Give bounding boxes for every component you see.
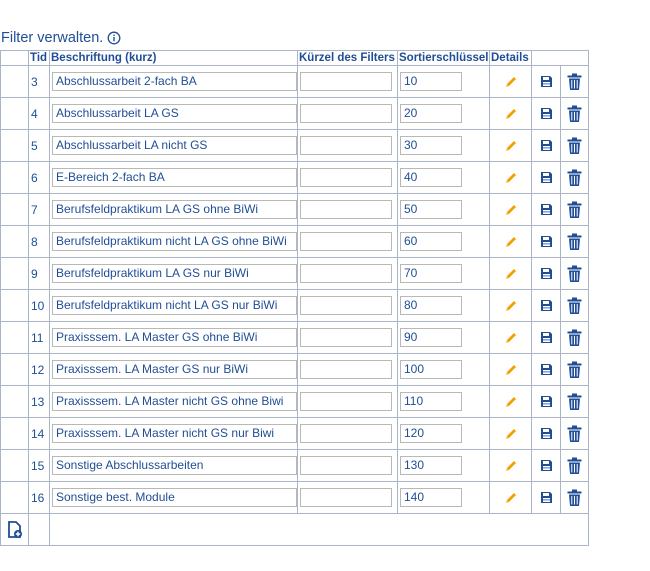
row-label-cell bbox=[50, 418, 298, 450]
row-delete-cell bbox=[561, 290, 589, 322]
table-row bbox=[1, 258, 589, 290]
row-kuerzel-cell bbox=[298, 98, 398, 130]
row-details-cell bbox=[490, 354, 532, 386]
row-delete-cell bbox=[561, 482, 589, 514]
table-row bbox=[1, 386, 589, 418]
sort-input[interactable]: 40 bbox=[400, 168, 462, 187]
row-tid: 6 bbox=[29, 162, 50, 194]
row-tid: 10 bbox=[29, 290, 50, 322]
row-kuerzel-cell bbox=[298, 258, 398, 290]
sort-input[interactable]: 60 bbox=[400, 232, 462, 251]
table-row bbox=[1, 450, 589, 482]
row-delete-cell bbox=[561, 130, 589, 162]
kuerzel-input[interactable] bbox=[300, 392, 392, 411]
floppy-disk-icon[interactable] bbox=[532, 107, 560, 120]
row-tid: 9 bbox=[29, 258, 50, 290]
row-save-cell bbox=[532, 482, 561, 514]
row-label-cell bbox=[50, 98, 298, 130]
row-save-cell bbox=[532, 418, 561, 450]
row-blank-cell bbox=[1, 386, 29, 418]
header-details: Details bbox=[490, 51, 532, 66]
row-save-cell bbox=[532, 194, 561, 226]
row-blank-cell bbox=[1, 482, 29, 514]
floppy-disk-icon[interactable] bbox=[532, 203, 560, 216]
floppy-disk-icon[interactable] bbox=[532, 459, 560, 472]
row-blank-cell bbox=[1, 162, 29, 194]
row-kuerzel-cell bbox=[298, 450, 398, 482]
pencil-icon[interactable] bbox=[490, 459, 531, 473]
row-delete-cell bbox=[561, 162, 589, 194]
floppy-disk-icon[interactable] bbox=[532, 235, 560, 248]
row-delete-cell bbox=[561, 194, 589, 226]
label-input[interactable]: Berufsfeldpraktikum nicht LA GS nur BiWi bbox=[52, 296, 297, 315]
row-delete-cell bbox=[561, 226, 589, 258]
sort-input[interactable]: 20 bbox=[400, 104, 462, 123]
row-delete-cell bbox=[561, 322, 589, 354]
kuerzel-input[interactable] bbox=[300, 328, 392, 347]
floppy-disk-icon[interactable] bbox=[532, 299, 560, 312]
row-details-cell bbox=[490, 322, 532, 354]
row-sort-cell bbox=[398, 354, 490, 386]
trash-icon[interactable] bbox=[561, 361, 588, 379]
label-input[interactable]: Praxisssem. LA Master nicht GS nur Biwi bbox=[52, 424, 297, 443]
row-blank-cell bbox=[1, 98, 29, 130]
row-sort-cell bbox=[398, 258, 490, 290]
label-input[interactable]: Berufsfeldpraktikum nicht LA GS ohne BiWi bbox=[52, 232, 297, 251]
row-label-cell bbox=[50, 66, 298, 98]
trash-icon[interactable] bbox=[561, 265, 588, 283]
floppy-disk-icon[interactable] bbox=[532, 363, 560, 376]
row-save-cell bbox=[532, 162, 561, 194]
row-delete-cell bbox=[561, 258, 589, 290]
pencil-icon[interactable] bbox=[490, 203, 531, 217]
table-row bbox=[1, 482, 589, 514]
row-sort-cell bbox=[398, 450, 490, 482]
row-tid: 14 bbox=[29, 418, 50, 450]
row-save-cell bbox=[532, 386, 561, 418]
pencil-icon[interactable] bbox=[490, 235, 531, 249]
header-blank bbox=[1, 51, 29, 66]
row-label-cell bbox=[50, 130, 298, 162]
sort-input[interactable]: 100 bbox=[400, 360, 462, 379]
row-blank-cell bbox=[1, 226, 29, 258]
pencil-icon[interactable] bbox=[490, 363, 531, 377]
row-sort-cell bbox=[398, 418, 490, 450]
row-details-cell bbox=[490, 98, 532, 130]
row-kuerzel-cell bbox=[298, 130, 398, 162]
trash-icon[interactable] bbox=[561, 201, 588, 219]
row-details-cell bbox=[490, 226, 532, 258]
row-save-cell bbox=[532, 98, 561, 130]
table-row bbox=[1, 130, 589, 162]
row-delete-cell bbox=[561, 354, 589, 386]
row-label-cell bbox=[50, 290, 298, 322]
row-details-cell bbox=[490, 482, 532, 514]
floppy-disk-icon[interactable] bbox=[532, 139, 560, 152]
pencil-icon[interactable] bbox=[490, 395, 531, 409]
add-document-icon[interactable] bbox=[1, 521, 28, 539]
kuerzel-input[interactable] bbox=[300, 72, 392, 91]
row-details-cell bbox=[490, 386, 532, 418]
pencil-icon[interactable] bbox=[490, 331, 531, 345]
table-row bbox=[1, 418, 589, 450]
header-actions bbox=[532, 51, 589, 66]
floppy-disk-icon[interactable] bbox=[532, 427, 560, 440]
row-delete-cell bbox=[561, 418, 589, 450]
sort-input[interactable]: 10 bbox=[400, 72, 462, 91]
floppy-disk-icon[interactable] bbox=[532, 171, 560, 184]
row-details-cell bbox=[490, 162, 532, 194]
row-label-cell bbox=[50, 194, 298, 226]
sort-input[interactable]: 70 bbox=[400, 264, 462, 283]
row-sort-cell bbox=[398, 322, 490, 354]
row-tid: 13 bbox=[29, 386, 50, 418]
trash-icon[interactable] bbox=[561, 489, 588, 507]
pencil-icon[interactable] bbox=[490, 75, 531, 89]
kuerzel-input[interactable] bbox=[300, 424, 392, 443]
pencil-icon[interactable] bbox=[490, 107, 531, 121]
row-blank-cell bbox=[1, 450, 29, 482]
label-input[interactable]: Praxisssem. LA Master GS ohne BiWi bbox=[52, 328, 297, 347]
sort-input[interactable]: 130 bbox=[400, 456, 462, 475]
row-sort-cell bbox=[398, 98, 490, 130]
kuerzel-input[interactable] bbox=[300, 360, 392, 379]
row-blank-cell bbox=[1, 290, 29, 322]
table-row bbox=[1, 322, 589, 354]
pencil-icon[interactable] bbox=[490, 139, 531, 153]
row-tid: 15 bbox=[29, 450, 50, 482]
table-row bbox=[1, 194, 589, 226]
row-sort-cell bbox=[398, 226, 490, 258]
kuerzel-input[interactable] bbox=[300, 264, 392, 283]
row-kuerzel-cell bbox=[298, 290, 398, 322]
row-details-cell bbox=[490, 418, 532, 450]
kuerzel-input[interactable] bbox=[300, 104, 392, 123]
floppy-disk-icon[interactable] bbox=[532, 395, 560, 408]
trash-icon[interactable] bbox=[561, 105, 588, 123]
row-blank-cell bbox=[1, 418, 29, 450]
row-label-cell bbox=[50, 482, 298, 514]
label-input[interactable]: Abschlussarbeit LA GS bbox=[52, 104, 297, 123]
row-save-cell bbox=[532, 258, 561, 290]
row-sort-cell bbox=[398, 130, 490, 162]
row-tid: 16 bbox=[29, 482, 50, 514]
table-header-row bbox=[1, 51, 589, 66]
row-blank-cell bbox=[1, 194, 29, 226]
label-input[interactable]: Abschlussarbeit LA nicht GS bbox=[52, 136, 297, 155]
floppy-disk-icon[interactable] bbox=[532, 331, 560, 344]
sort-input[interactable]: 80 bbox=[400, 296, 462, 315]
row-save-cell bbox=[532, 450, 561, 482]
trash-icon[interactable] bbox=[561, 457, 588, 475]
trash-icon[interactable] bbox=[561, 393, 588, 411]
sort-input[interactable]: 90 bbox=[400, 328, 462, 347]
row-label-cell bbox=[50, 354, 298, 386]
kuerzel-input[interactable] bbox=[300, 488, 392, 507]
page-title-text: Filter verwalten. bbox=[1, 30, 104, 46]
table-row bbox=[1, 162, 589, 194]
pencil-icon[interactable] bbox=[490, 299, 531, 313]
sort-input[interactable]: 120 bbox=[400, 424, 462, 443]
table-footer-row bbox=[1, 514, 589, 546]
pencil-icon[interactable] bbox=[490, 267, 531, 281]
table-row bbox=[1, 98, 589, 130]
row-kuerzel-cell bbox=[298, 194, 398, 226]
pencil-icon[interactable] bbox=[490, 427, 531, 441]
row-kuerzel-cell bbox=[298, 418, 398, 450]
table-row bbox=[1, 290, 589, 322]
row-blank-cell bbox=[1, 258, 29, 290]
table-row bbox=[1, 354, 589, 386]
header-tid: Tid bbox=[29, 51, 50, 66]
row-sort-cell bbox=[398, 482, 490, 514]
row-sort-cell bbox=[398, 386, 490, 418]
info-icon[interactable] bbox=[107, 31, 121, 49]
row-tid: 11 bbox=[29, 322, 50, 354]
row-kuerzel-cell bbox=[298, 482, 398, 514]
label-input[interactable]: Sonstige Abschlussarbeiten bbox=[52, 456, 297, 475]
label-input[interactable]: Praxisssem. LA Master nicht GS ohne Biwi bbox=[52, 392, 297, 411]
row-save-cell bbox=[532, 66, 561, 98]
trash-icon[interactable] bbox=[561, 137, 588, 155]
row-blank-cell bbox=[1, 322, 29, 354]
table-row bbox=[1, 226, 589, 258]
label-input[interactable]: Berufsfeldpraktikum LA GS nur BiWi bbox=[52, 264, 297, 283]
row-save-cell bbox=[532, 354, 561, 386]
row-delete-cell bbox=[561, 98, 589, 130]
label-input[interactable]: Sonstige best. Module bbox=[52, 488, 297, 507]
row-save-cell bbox=[532, 322, 561, 354]
row-save-cell bbox=[532, 290, 561, 322]
row-label-cell bbox=[50, 322, 298, 354]
row-kuerzel-cell bbox=[298, 226, 398, 258]
row-blank-cell bbox=[1, 130, 29, 162]
row-delete-cell bbox=[561, 66, 589, 98]
row-save-cell bbox=[532, 130, 561, 162]
row-tid: 12 bbox=[29, 354, 50, 386]
trash-icon[interactable] bbox=[561, 169, 588, 187]
table-row bbox=[1, 66, 589, 98]
pencil-icon[interactable] bbox=[490, 171, 531, 185]
header-sort: Sortierschlüssel bbox=[399, 52, 489, 64]
row-label-cell bbox=[50, 226, 298, 258]
row-tid: 7 bbox=[29, 194, 50, 226]
row-sort-cell bbox=[398, 290, 490, 322]
header-kuerzel: Kürzel des Filters bbox=[298, 51, 398, 66]
row-tid: 4 bbox=[29, 98, 50, 130]
row-label-cell bbox=[50, 258, 298, 290]
row-label-cell bbox=[50, 162, 298, 194]
row-delete-cell bbox=[561, 450, 589, 482]
sort-input[interactable]: 110 bbox=[400, 392, 462, 411]
row-tid: 8 bbox=[29, 226, 50, 258]
row-sort-cell bbox=[398, 194, 490, 226]
label-input[interactable]: Berufsfeldpraktikum LA GS ohne BiWi bbox=[52, 200, 297, 219]
row-details-cell bbox=[490, 450, 532, 482]
row-kuerzel-cell bbox=[298, 322, 398, 354]
row-details-cell bbox=[490, 194, 532, 226]
kuerzel-input[interactable] bbox=[300, 456, 392, 475]
row-label-cell bbox=[50, 450, 298, 482]
footer-empty bbox=[29, 514, 50, 546]
sort-input[interactable]: 140 bbox=[400, 488, 462, 507]
row-sort-cell bbox=[398, 66, 490, 98]
kuerzel-input[interactable] bbox=[300, 200, 392, 219]
row-kuerzel-cell bbox=[298, 66, 398, 98]
sort-input[interactable]: 50 bbox=[400, 200, 462, 219]
row-blank-cell bbox=[1, 66, 29, 98]
row-sort-cell bbox=[398, 162, 490, 194]
kuerzel-input[interactable] bbox=[300, 136, 392, 155]
trash-icon[interactable] bbox=[561, 425, 588, 443]
row-tid: 5 bbox=[29, 130, 50, 162]
row-blank-cell bbox=[1, 354, 29, 386]
floppy-disk-icon[interactable] bbox=[532, 267, 560, 280]
row-delete-cell bbox=[561, 386, 589, 418]
floppy-disk-icon[interactable] bbox=[532, 75, 560, 88]
label-input[interactable]: Praxisssem. LA Master GS nur BiWi bbox=[52, 360, 297, 379]
header-label: Beschriftung (kurz) bbox=[50, 51, 298, 66]
row-kuerzel-cell bbox=[298, 162, 398, 194]
trash-icon[interactable] bbox=[561, 329, 588, 347]
kuerzel-input[interactable] bbox=[300, 232, 392, 251]
trash-icon[interactable] bbox=[561, 297, 588, 315]
kuerzel-input[interactable] bbox=[300, 296, 392, 315]
footer-span bbox=[50, 514, 589, 546]
row-tid: 3 bbox=[29, 66, 50, 98]
pencil-icon[interactable] bbox=[490, 491, 531, 505]
row-kuerzel-cell bbox=[298, 386, 398, 418]
label-input[interactable]: Abschlussarbeit 2-fach BA bbox=[52, 72, 297, 91]
row-details-cell bbox=[490, 130, 532, 162]
label-input[interactable]: E-Bereich 2-fach BA bbox=[52, 168, 297, 187]
row-details-cell bbox=[490, 258, 532, 290]
row-label-cell bbox=[50, 386, 298, 418]
row-details-cell bbox=[490, 66, 532, 98]
row-details-cell bbox=[490, 290, 532, 322]
filter-table bbox=[0, 50, 589, 546]
add-cell bbox=[1, 514, 29, 546]
kuerzel-input[interactable] bbox=[300, 168, 392, 187]
sort-input[interactable]: 30 bbox=[400, 136, 462, 155]
floppy-disk-icon[interactable] bbox=[532, 491, 560, 504]
row-kuerzel-cell bbox=[298, 354, 398, 386]
row-save-cell bbox=[532, 226, 561, 258]
trash-icon[interactable] bbox=[561, 233, 588, 251]
trash-icon[interactable] bbox=[561, 73, 588, 91]
page-title bbox=[1, 30, 121, 49]
